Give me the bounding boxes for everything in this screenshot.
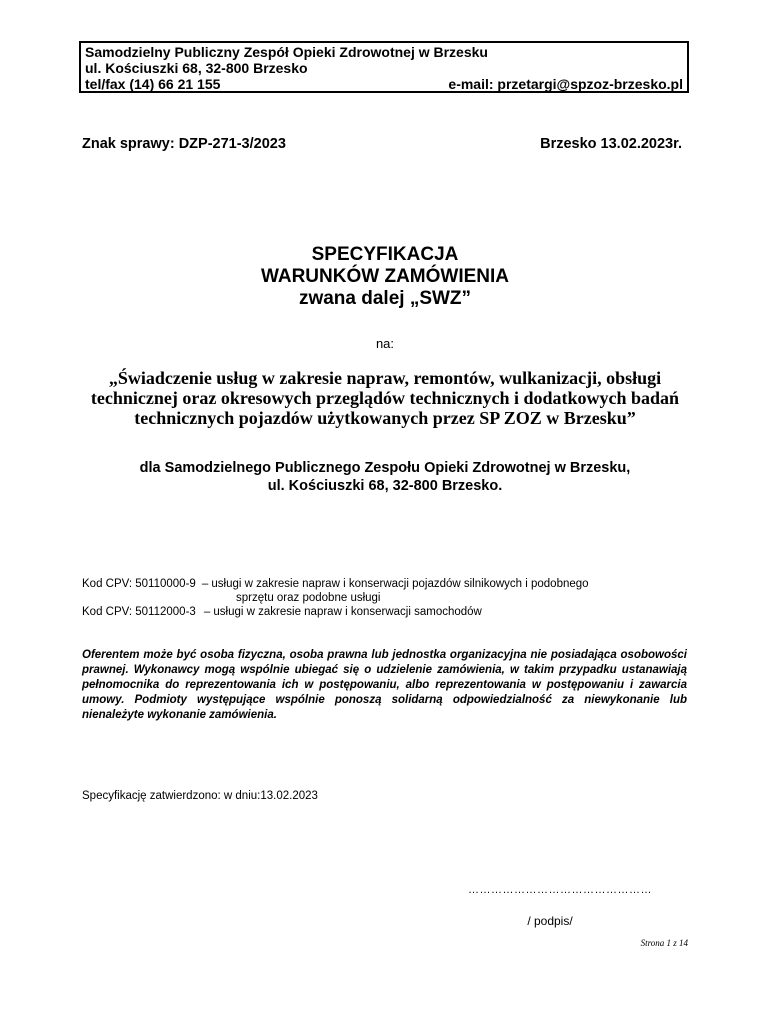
title-line-2: WARUNKÓW ZAMÓWIENIA — [260, 266, 510, 287]
signature-line: ………………………………………… — [468, 884, 652, 896]
cpv-code: Kod CPV: 50112000-3 — [82, 606, 196, 618]
cpv-description-continued: sprzętu oraz podobne usługi — [236, 592, 381, 604]
org-address: ul. Kościuszki 68, 32-800 Brzesko — [85, 60, 308, 76]
bidder-note: Oferentem może być osoba fizyczna, osoba prawna lub jednostka organizacyjna nie posiadająca osobowości prawnej. Wykonawcy mogą wspólnie ubiegać się o udzielenie zamówienia, w takim przypadku ustanawiają pełnomocnika do reprezentowania ich w postępowaniu, albo reprezentowania w postępowaniu i zawarcia umowy. Podmioty występujące wspólnie ponoszą solidarną odpowiedzialność za niewykonanie lub nienależyte wykonanie zamówienia. — [82, 649, 687, 721]
document-title — [0, 244, 770, 310]
cpv-code: Kod CPV: 50110000-9 — [82, 578, 196, 590]
contracting-entity — [0, 459, 770, 495]
org-name: Samodzielny Publiczny Zespół Opieki Zdrowotnej w Brzesku — [85, 44, 488, 60]
page-number: Strona 1 z 14 — [640, 938, 688, 948]
entity-line-1: dla Samodzielnego Publicznego Zespołu Opieki Zdrowotnej w Brzesku, — [139, 460, 631, 476]
cpv-entry — [82, 605, 688, 619]
approval-date: Specyfikację zatwierdzono: w dniu:13.02.2023 — [82, 790, 318, 802]
org-email: e-mail: przetargi@spzoz-brzesko.pl — [448, 76, 683, 92]
title-line-3: zwana dalej „SWZ” — [298, 288, 472, 309]
cpv-description: – usługi w zakresie napraw i konserwacji samochodów — [203, 606, 482, 618]
cpv-codes — [82, 577, 688, 619]
place-date: Brzesko 13.02.2023r. — [540, 136, 682, 152]
entity-line-2: ul. Kościuszki 68, 32-800 Brzesko. — [267, 478, 503, 494]
title-line-1: SPECYFIKACJA — [311, 244, 459, 265]
contract-subject: „Świadczenie usług w zakresie napraw, remontów, wulkanizacji, obsługi technicznej oraz okresowych przeglądów technicznych i dodatkowych badań technicznych pojazdów użytkowanych przez SP ZOZ w Brzesku” — [90, 368, 680, 428]
signature-label: / podpis/ — [527, 914, 573, 928]
case-number: Znak sprawy: DZP-271-3/2023 — [82, 136, 286, 152]
institution-header — [79, 41, 689, 93]
reference-line — [82, 136, 682, 152]
na-label: na: — [375, 336, 395, 351]
cpv-description: – usługi w zakresie napraw i konserwacji pojazdów silnikowych i podobnego — [201, 578, 589, 590]
cpv-entry — [82, 577, 688, 591]
org-phone: tel/fax (14) 66 21 155 — [85, 76, 221, 92]
